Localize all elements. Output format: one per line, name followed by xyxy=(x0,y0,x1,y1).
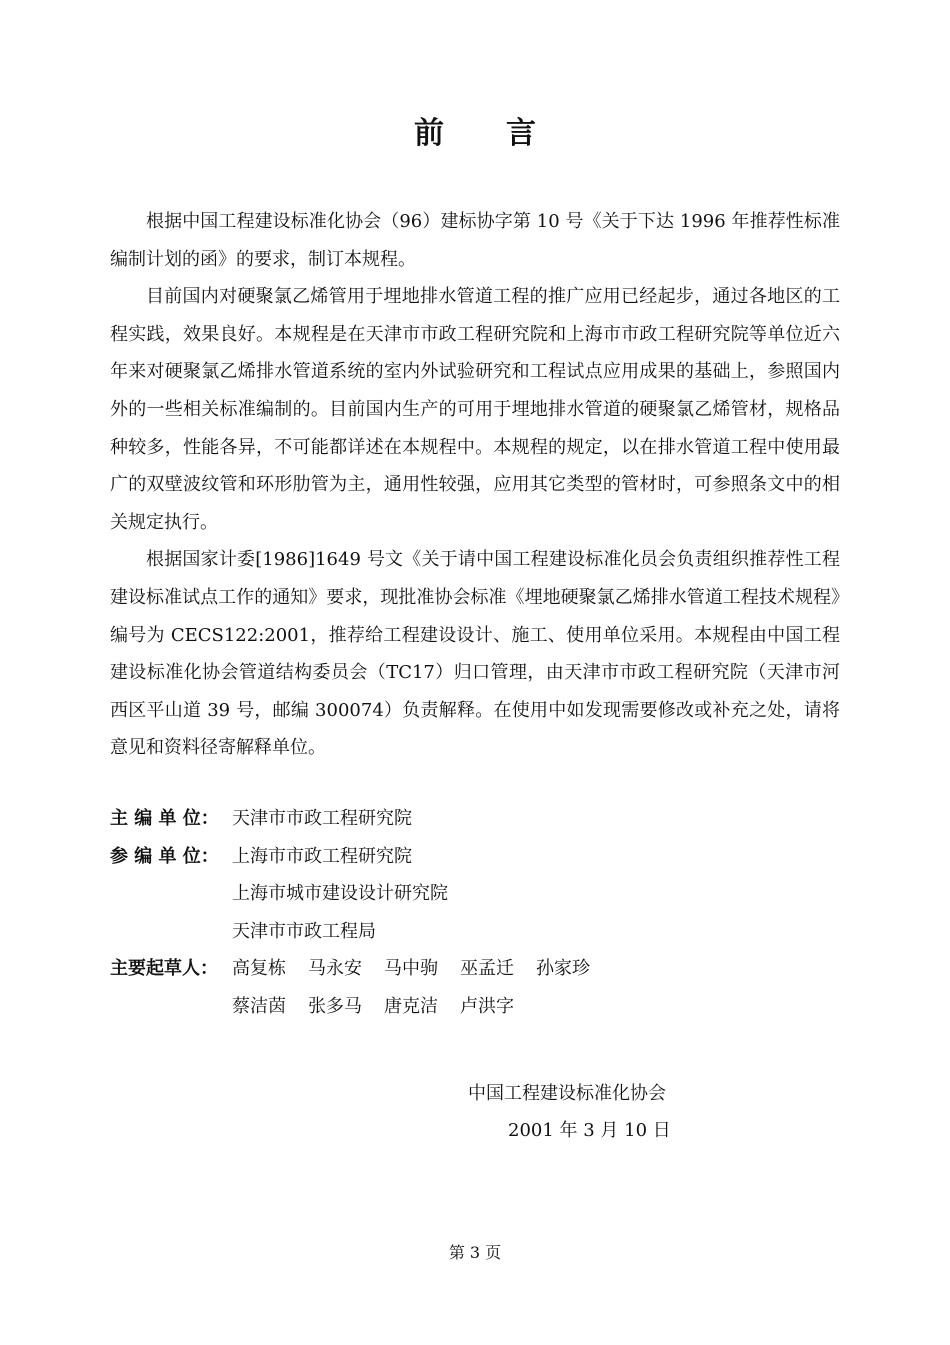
chief-unit-row xyxy=(110,800,840,838)
drafter-name: 孙家珍 xyxy=(536,958,590,980)
participating-unit-row-2 xyxy=(110,875,840,913)
page-number: 第 3 页 xyxy=(448,1243,502,1262)
participating-unit-3: 天津市市政工程局 xyxy=(232,920,376,942)
drafters-row-1 xyxy=(110,950,840,988)
drafters-row-2 xyxy=(110,988,840,1026)
participating-unit-label: 参 编 单 位： xyxy=(110,845,219,867)
participating-unit-2: 上海市城市建设设计研究院 xyxy=(232,883,448,905)
title-char-1: 前 xyxy=(414,116,444,151)
participating-unit-1: 上海市市政工程研究院 xyxy=(232,845,412,867)
signoff-date: 2001 年 3 月 10 日 xyxy=(508,1120,671,1141)
credits-section xyxy=(110,800,840,1026)
page-title xyxy=(0,108,950,152)
drafter-name: 卢洪字 xyxy=(460,995,514,1017)
preface-body xyxy=(110,203,840,767)
title-char-2: 言 xyxy=(506,116,536,151)
drafters-label: 主要起草人： xyxy=(110,958,218,980)
drafter-name: 高复栋 xyxy=(232,958,286,980)
chief-unit-value: 天津市市政工程研究院 xyxy=(232,808,412,829)
paragraph-3: 根据国家计委[1986]1649 号文《关于请中国工程建设标准化员会负责组织推荐性工程建设标准试点工作的通知》要求，现批准协会标准《埋地硬聚氯乙烯排水管道工程技术规程》编号为 CECS122:2001，推荐给工程建设设计、施工、使用单位采用。本规程由中国工程建设标准化协会管道结构委员会（TC17）归口管理，由天津市市政工程研究院（天津市河西区平山道 39 号，邮编 300074）负责解释。在使用中如发现需要修改或补充之处，请将意见和资料径寄解释单位。 xyxy=(110,549,840,759)
signoff-block xyxy=(468,1075,671,1149)
paragraph-1: 根据中国工程建设标准化协会（96）建标协字第 10 号《关于下达 1996 年推荐性标准编制计划的函》的要求，制订本规程。 xyxy=(110,211,840,270)
chief-unit-label: 主 编 单 位： xyxy=(110,808,219,829)
drafter-name: 张多马 xyxy=(308,995,362,1017)
drafter-name: 巫孟迁 xyxy=(460,958,514,980)
paragraph-2: 目前国内对硬聚氯乙烯管用于埋地排水管道工程的推广应用已经起步，通过各地区的工程实践，效果良好。本规程是在天津市市政工程研究院和上海市市政工程研究院等单位近六年来对硬聚氯乙烯排水管道系统的室内外试验研究和工程试点应用成果的基础上，参照国内外的一些相关标准编制的。目前国内生产的可用于埋地排水管道的硬聚氯乙烯管材，规格品种较多，性能各异，不可能都详述在本规程中。本规程的规定，以在排水管道工程中使用最广的双壁波纹管和环形肋管为主，通用性较强，应用其它类型的管材时，可参照条文中的相关规定执行。 xyxy=(110,286,840,533)
participating-unit-row xyxy=(110,838,840,876)
participating-unit-row-3 xyxy=(110,913,840,951)
drafter-name: 蔡洁茵 xyxy=(232,995,286,1017)
signoff-organization: 中国工程建设标准化协会 xyxy=(468,1083,666,1104)
drafter-name: 马中驹 xyxy=(384,958,438,980)
drafter-name: 马永安 xyxy=(308,958,362,980)
drafter-name: 唐克洁 xyxy=(384,995,438,1017)
